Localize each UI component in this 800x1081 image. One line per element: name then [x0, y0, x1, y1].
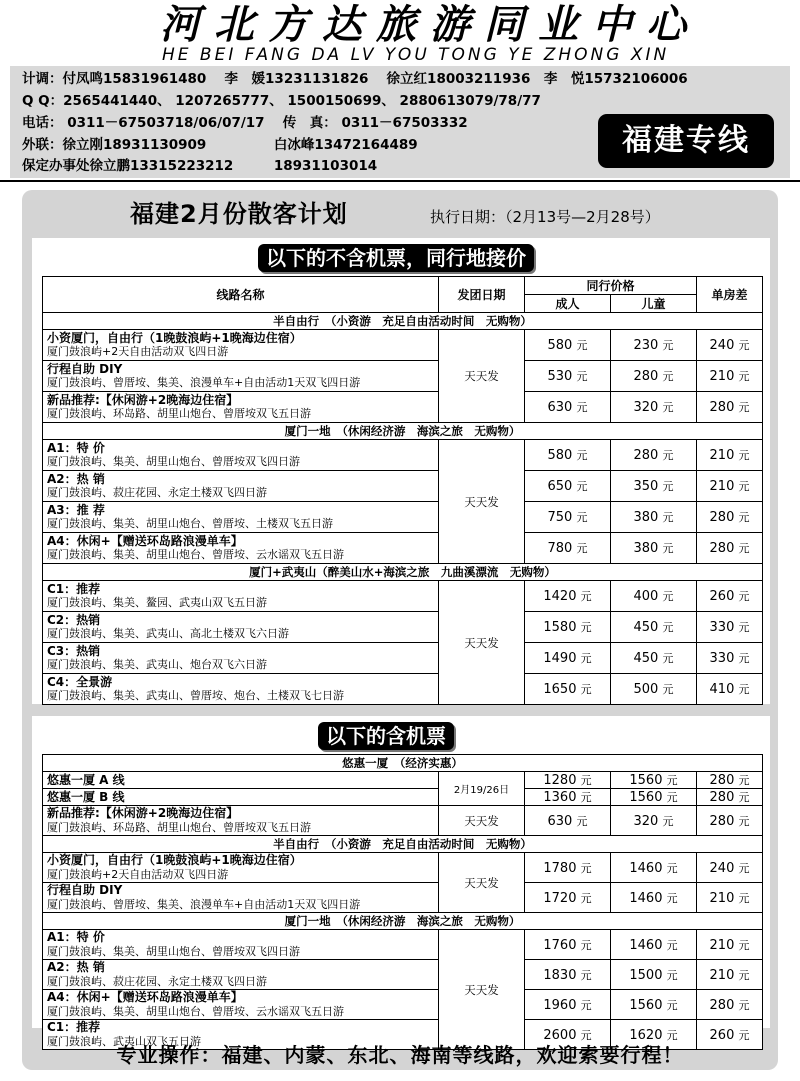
route-desc: 厦门鼓浪屿、集美、鳌园、武夷山双飞五日游 [47, 596, 267, 609]
table-row [43, 806, 439, 836]
child-price: 230 元 [611, 330, 697, 361]
single-price: 280 元 [697, 772, 763, 789]
route-name: 行程自助 DIY [47, 361, 123, 376]
route-desc: 厦门鼓浪屿、集美、胡里山炮台、曾厝垵、云水谣双飞五日游 [47, 548, 344, 561]
category-row: 半自由行 （小资游 充足自由活动时间 无购物） [43, 836, 763, 853]
route-name: 悠惠一厦 A 线 [47, 772, 125, 787]
route-name: 小资厦门，自由行（1晚鼓浪屿+1晚海边住宿） [47, 853, 302, 867]
section1-banner: 以下的不含机票，同行地接价 [258, 244, 534, 272]
category-row: 厦门一地 （休闲经济游 海滨之旅 无购物） [43, 913, 763, 930]
child-price: 320 元 [611, 806, 697, 836]
single-price: 210 元 [697, 440, 763, 471]
contact-line-external: 外联：徐立刚18931130909 白冰峰13472164489 [22, 137, 418, 153]
single-price: 280 元 [697, 789, 763, 806]
category-row: 厦门+武夷山（醉美山水+海滨之旅 九曲溪漂流 无购物） [43, 564, 763, 581]
table-row [43, 440, 439, 471]
depart-cell: 天天发 [439, 806, 525, 836]
adult-price: 1760 元 [525, 930, 611, 960]
route-name: 悠惠一厦 B 线 [47, 789, 125, 804]
route-name: A4：休闲+【赠送环岛路浪漫单车】 [47, 990, 243, 1004]
child-price: 1560 元 [611, 990, 697, 1020]
adult-price: 1490 元 [525, 643, 611, 674]
route-desc: 厦门鼓浪屿、曾厝垵、集美、浪漫单车+自由活动1天双飞四日游 [47, 897, 361, 911]
route-desc: 厦门鼓浪屿、集美、胡里山炮台、曾厝垵双飞四日游 [47, 455, 300, 468]
child-price: 320 元 [611, 392, 697, 423]
adult-price: 1780 元 [525, 853, 611, 883]
header-depart: 发团日期 [439, 277, 525, 313]
header-divider [0, 180, 800, 182]
adult-price: 630 元 [525, 806, 611, 836]
depart-cell: 天天发 [439, 440, 525, 564]
single-price: 280 元 [697, 533, 763, 564]
contact-line-planners: 计调：付凤鸣15831961480 李 媛13231131826 徐立红18003211936 李 悦15732106006 [22, 71, 688, 87]
adult-price: 1280 元 [525, 772, 611, 789]
adult-price: 1650 元 [525, 674, 611, 705]
section2-banner: 以下的含机票 [318, 722, 454, 750]
child-price: 450 元 [611, 612, 697, 643]
route-desc: 厦门鼓浪屿、曾厝垵、集美、浪漫单车+自由活动1天双飞四日游 [47, 376, 361, 389]
header-adult: 成人 [525, 295, 611, 313]
single-price: 410 元 [697, 674, 763, 705]
single-price: 240 元 [697, 853, 763, 883]
route-desc: 厦门鼓浪屿、菽庄花园、永定土楼双飞四日游 [47, 974, 267, 988]
child-price: 350 元 [611, 471, 697, 502]
route-name: C1：推荐 [47, 581, 101, 596]
single-price: 330 元 [697, 643, 763, 674]
table-row [43, 330, 439, 361]
category-row: 悠惠一厦 （经济实惠） [43, 755, 763, 772]
child-price: 380 元 [611, 533, 697, 564]
route-name: 小资厦门，自由行（1晚鼓浪屿+1晚海边住宿） [47, 330, 302, 345]
route-name: C4：全景游 [47, 674, 113, 689]
route-name: A2：热 销 [47, 960, 105, 974]
route-name: 新品推荐:【休闲游+2晚海边住宿】 [47, 392, 239, 407]
table-row [43, 643, 439, 674]
depart-cell: 天天发 [439, 330, 525, 423]
single-price: 210 元 [697, 930, 763, 960]
category-row: 半自由行 （小资游 充足自由活动时间 无购物） [43, 313, 763, 330]
plan-date: 执行日期：（2月13号—2月28号） [430, 208, 660, 226]
table-row [43, 674, 439, 705]
adult-price: 630 元 [525, 392, 611, 423]
header [0, 0, 800, 182]
route-name: A4：休闲+【赠送环岛路浪漫单车】 [47, 533, 243, 548]
adult-price: 580 元 [525, 440, 611, 471]
route-name: 新品推荐:【休闲游+2晚海边住宿】 [47, 806, 239, 820]
header-child: 儿童 [611, 295, 697, 313]
single-price: 210 元 [697, 960, 763, 990]
depart-cell: 天天发 [439, 853, 525, 913]
table-row [43, 533, 439, 564]
table-row [43, 581, 439, 612]
table-row [43, 392, 439, 423]
single-price: 210 元 [697, 361, 763, 392]
route-name: C3：热销 [47, 643, 101, 658]
route-desc: 厦门鼓浪屿+2天自由活动双飞四日游 [47, 867, 229, 881]
route-desc: 厦门鼓浪屿、武夷山双飞五日游 [47, 1034, 201, 1048]
table-row [43, 930, 439, 960]
child-price: 400 元 [611, 581, 697, 612]
route-desc: 厦门鼓浪屿+2天自由活动双飞四日游 [47, 345, 229, 358]
child-price: 500 元 [611, 674, 697, 705]
single-price: 240 元 [697, 330, 763, 361]
child-price: 280 元 [611, 361, 697, 392]
single-price: 330 元 [697, 612, 763, 643]
adult-price: 1420 元 [525, 581, 611, 612]
table-row [43, 853, 439, 883]
single-price: 280 元 [697, 392, 763, 423]
contact-line-phone: 电话： 0311－67503718/06/07/17 传 真： 0311－67503332 [22, 115, 468, 131]
contact-line-qq: Q Q：2565441440、 1207265777、 1500150699、 2880613079/78/77 [22, 93, 541, 109]
adult-price: 530 元 [525, 361, 611, 392]
depart-cell: 天天发 [439, 930, 525, 1050]
single-price: 260 元 [697, 1020, 763, 1050]
route-desc: 厦门鼓浪屿、集美、武夷山、炮台双飞六日游 [47, 658, 267, 671]
plan-title: 福建2月份散客计划 [130, 200, 348, 228]
adult-price: 650 元 [525, 471, 611, 502]
route-desc: 厦门鼓浪屿、集美、武夷山、曾厝垵、炮台、土楼双飞七日游 [47, 689, 344, 702]
footer-note: 专业操作：福建、内蒙、东北、海南等线路，欢迎索要行程！ [116, 1043, 684, 1067]
depart-cell: 天天发 [439, 581, 525, 705]
table-row [43, 772, 439, 789]
adult-price: 750 元 [525, 502, 611, 533]
route-name: A3：推 荐 [47, 502, 105, 517]
header-route: 线路名称 [43, 277, 439, 313]
route-name: A1：特 价 [47, 440, 105, 455]
child-price: 1460 元 [611, 930, 697, 960]
adult-price: 1360 元 [525, 789, 611, 806]
adult-price: 1720 元 [525, 883, 611, 913]
price-table-no-airfare [42, 276, 763, 705]
single-price: 210 元 [697, 883, 763, 913]
company-title-pinyin: HE BEI FANG DA LV YOU TONG YE ZHONG XIN [162, 45, 670, 65]
table-row [43, 789, 439, 806]
child-price: 1460 元 [611, 883, 697, 913]
adult-price: 2600 元 [525, 1020, 611, 1050]
table-row [43, 471, 439, 502]
table-row [43, 361, 439, 392]
single-price: 280 元 [697, 502, 763, 533]
category-row: 厦门一地 （休闲经济游 海滨之旅 无购物） [43, 423, 763, 440]
single-price: 210 元 [697, 471, 763, 502]
route-desc: 厦门鼓浪屿、环岛路、胡里山炮台、曾厝垵双飞五日游 [47, 407, 311, 420]
adult-price: 1580 元 [525, 612, 611, 643]
table-row [43, 883, 439, 913]
company-title: 河北方达旅游同业中心 [160, 1, 700, 48]
special-line-badge: 福建专线 [598, 114, 774, 168]
header-peer-price: 同行价格 [525, 277, 697, 295]
child-price: 1560 元 [611, 772, 697, 789]
route-desc: 厦门鼓浪屿、集美、胡里山炮台、曾厝垵、土楼双飞五日游 [47, 517, 333, 530]
route-name: 行程自助 DIY [47, 883, 123, 897]
adult-price: 1960 元 [525, 990, 611, 1020]
route-name: A2：热 销 [47, 471, 105, 486]
route-name: A1：特 价 [47, 930, 105, 944]
single-price: 280 元 [697, 806, 763, 836]
contact-line-baoding: 保定办事处徐立鹏13315223212 18931103014 [22, 158, 378, 174]
price-table-with-airfare [42, 754, 763, 1050]
table-row [43, 960, 439, 990]
depart-cell: 2月19/26日 [439, 772, 525, 806]
table-row [43, 502, 439, 533]
child-price: 380 元 [611, 502, 697, 533]
route-desc: 厦门鼓浪屿、菽庄花园、永定土楼双飞四日游 [47, 486, 267, 499]
route-desc: 厦门鼓浪屿、环岛路、胡里山炮台、曾厝垵双飞五日游 [47, 820, 311, 834]
child-price: 1620 元 [611, 1020, 697, 1050]
route-desc: 厦门鼓浪屿、集美、胡里山炮台、曾厝垵双飞四日游 [47, 944, 300, 958]
table-row [43, 990, 439, 1020]
route-desc: 厦门鼓浪屿、集美、胡里山炮台、曾厝垵、云水谣双飞五日游 [47, 1004, 344, 1018]
child-price: 450 元 [611, 643, 697, 674]
adult-price: 1830 元 [525, 960, 611, 990]
route-name: C1：推荐 [47, 1020, 101, 1034]
child-price: 1500 元 [611, 960, 697, 990]
child-price: 280 元 [611, 440, 697, 471]
route-desc: 厦门鼓浪屿、集美、武夷山、高北土楼双飞六日游 [47, 627, 289, 640]
child-price: 1560 元 [611, 789, 697, 806]
header-single: 单房差 [697, 277, 763, 313]
route-name: C2：热销 [47, 612, 101, 627]
table-row [43, 612, 439, 643]
child-price: 1460 元 [611, 853, 697, 883]
single-price: 260 元 [697, 581, 763, 612]
adult-price: 780 元 [525, 533, 611, 564]
adult-price: 580 元 [525, 330, 611, 361]
single-price: 280 元 [697, 990, 763, 1020]
